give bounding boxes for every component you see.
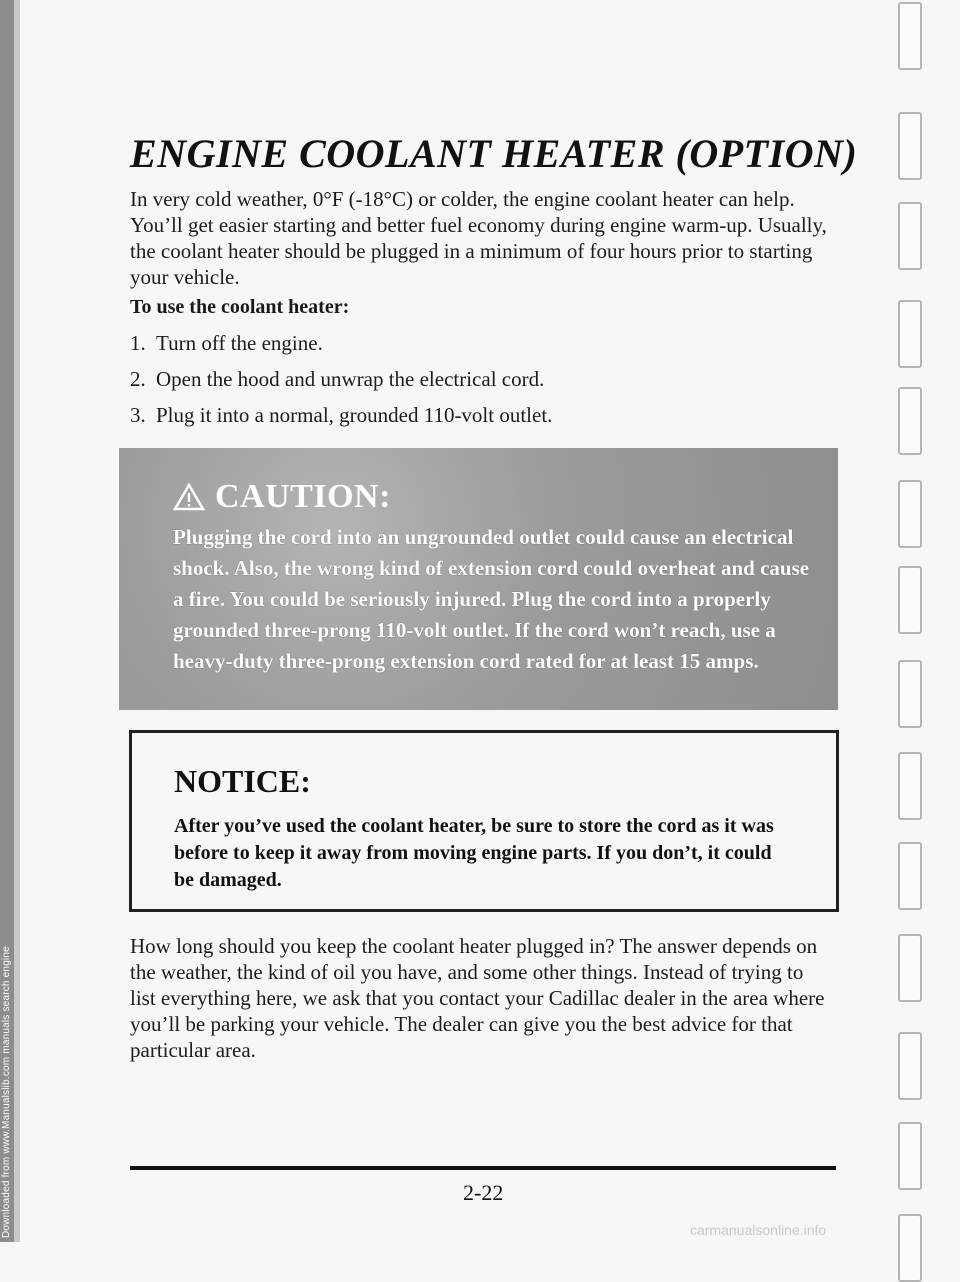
- step-text: Open the hood and unwrap the electrical cord.: [156, 367, 545, 391]
- caution-text: Plugging the cord into an ungrounded outlet could cause an electrical shock. Also, the wrong kind of extension cord could overheat and cause a fire. You could be seriously injured. Plug the cord into a properly grounded three-prong 110-volt outlet. If the cord won’t reach, use a heavy-duty three-prong extension cord rated for at least 15 amps.: [173, 525, 810, 673]
- steps-list: [130, 330, 552, 438]
- notice-heading: NOTICE:: [174, 763, 311, 799]
- left-margin-shadow: [14, 0, 20, 1242]
- intro-paragraph: In very cold weather, 0°F (-18°C) or colder, the engine coolant heater can help. You’ll get easier starting and better fuel economy during engine warm-up. Usually, the coolant heater should be plugged in a minimum of four hours prior to starting your vehicle.: [130, 187, 827, 289]
- edge-tab: [898, 934, 922, 1002]
- edge-tab: [898, 752, 922, 820]
- manualslib-link[interactable]: www.Manualslib.com: [1, 1056, 12, 1154]
- edge-tab: [898, 480, 922, 548]
- edge-tab: [898, 300, 922, 368]
- step-text: Turn off the engine.: [156, 331, 323, 355]
- list-item: [130, 330, 552, 366]
- page-number: 2-22: [463, 1180, 504, 1205]
- edge-tab: [898, 1214, 922, 1282]
- footer-watermark: carmanualsonline.info: [690, 1222, 827, 1238]
- edge-tab: [898, 112, 922, 180]
- step-text: Plug it into a normal, grounded 110-volt outlet.: [156, 403, 553, 427]
- footer-rule: [130, 1166, 836, 1170]
- download-watermark: [1, 946, 12, 1238]
- list-item: [130, 366, 552, 402]
- step-number: 1.: [130, 331, 146, 355]
- watermark-suffix: manuals search engine: [1, 946, 12, 1057]
- edge-tab: [898, 387, 922, 455]
- closing-paragraph: How long should you keep the coolant heater plugged in? The answer depends on the weather, the kind of oil you have, and some other things. Instead of trying to list everything here, we ask that you contact your Cadillac dealer in the area where you’ll be parking your vehicle. The dealer can give you the best advice for that particular area.: [130, 934, 825, 1062]
- edge-tab: [898, 842, 922, 910]
- caution-box: [119, 448, 838, 710]
- step-number: 2.: [130, 367, 146, 391]
- page-title: ENGINE COOLANT HEATER (OPTION): [130, 131, 858, 176]
- edge-tab: [898, 1122, 922, 1190]
- edge-tab: [898, 2, 922, 70]
- warning-triangle-icon: [173, 482, 205, 520]
- notice-box: [129, 730, 839, 912]
- watermark-prefix: Downloaded from: [1, 1153, 12, 1238]
- edge-tab: [898, 660, 922, 728]
- edge-tab: [898, 202, 922, 270]
- edge-tab: [898, 566, 922, 634]
- step-number: 3.: [130, 403, 146, 427]
- caution-heading-row: [173, 478, 391, 520]
- notice-text: After you’ve used the coolant heater, be sure to store the cord as it was before to keep it away from moving engine parts. If you don’t, it could be damaged.: [174, 815, 774, 891]
- caution-heading: CAUTION:: [215, 478, 391, 515]
- steps-subheading: To use the coolant heater:: [130, 296, 350, 318]
- list-item: [130, 402, 552, 438]
- edge-tab: [898, 1032, 922, 1100]
